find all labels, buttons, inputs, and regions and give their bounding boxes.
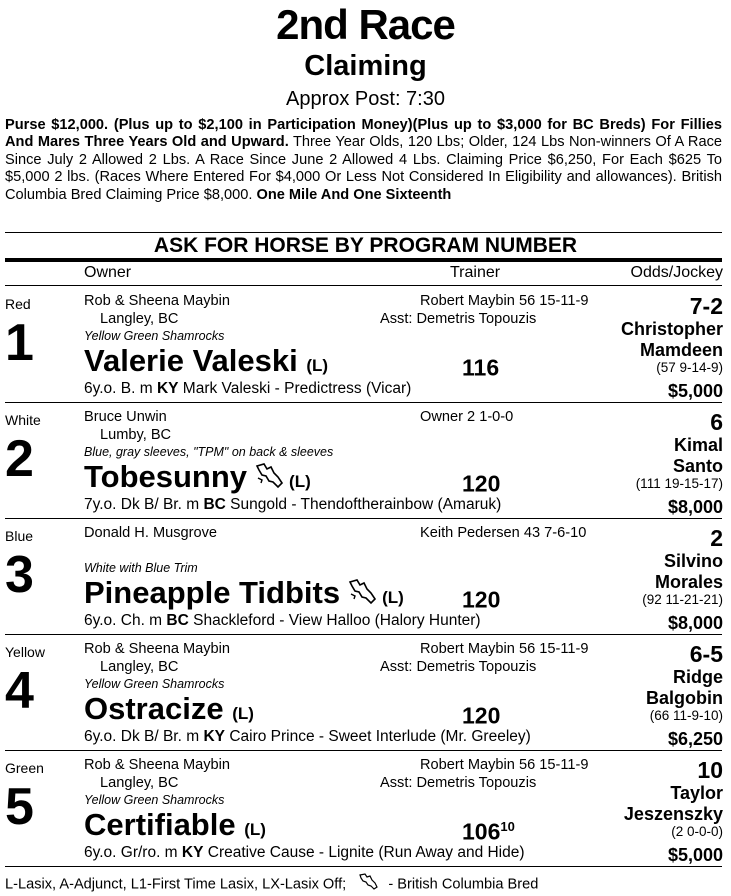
column-header-odds-jockey: Odds/Jockey: [630, 264, 723, 281]
jockey-record: (66 11-9-10): [649, 708, 723, 723]
morning-line-odds: 6: [710, 409, 723, 435]
medication: (L): [306, 356, 329, 375]
breed-state: BC: [203, 496, 226, 513]
saddle-cloth-color: Blue: [5, 528, 34, 544]
post-time: Approx Post: 7:30: [286, 88, 445, 110]
trainer-record: Robert Maybin 56 15-11-9: [420, 641, 589, 657]
trainer-record: Robert Maybin 56 15-11-9: [420, 293, 589, 309]
program-number: 5: [5, 778, 34, 836]
entry-row: [0, 519, 731, 635]
saddle-cloth-color: Green: [5, 760, 44, 776]
claiming-price: $5,000: [667, 845, 723, 865]
jockey-first-name: Ridge: [672, 667, 723, 687]
breeding: Creative Cause - Lignite (Run Away and Hide): [207, 844, 525, 861]
owner-location: Lumby, BC: [100, 427, 172, 443]
jockey-name: [646, 667, 723, 709]
legend-bc-text: - British Columbia Bred: [388, 876, 539, 893]
silks-description: Yellow Green Shamrocks: [84, 793, 225, 807]
weight-value: 120: [462, 586, 501, 613]
breeding: Shackleford - View Halloo (Halory Hunter): [193, 612, 481, 629]
entry-row: [0, 635, 731, 751]
saddle-cloth-color: Yellow: [5, 644, 45, 660]
weight-value: 120: [462, 470, 501, 497]
legend-text: L-Lasix, A-Adjunct, L1-First Time Lasix, LX-Lasix Off;: [5, 876, 347, 893]
claiming-price: $8,000: [667, 613, 723, 633]
weight-value: 116: [462, 354, 500, 381]
age-sex: 6y.o. Ch. m: [84, 612, 163, 629]
assistant-trainer: Asst: Demetris Topouzis: [380, 659, 537, 675]
jockey-name: [655, 551, 723, 593]
conditions-body: Three Year Olds, 120 Lbs; Older, 124 Lbs Non-winners Of A Race Since July 2 Allowed 2 Lbs. A Race Since June 2 Allowed 4 Lbs. Claiming Price $6,250, For Each $625 To $5,000 2 lbs. (Races Where Entered For $4,000 Or Less Not Considered In Eligibility and allowances). British Columbia Bred Claiming Price $8,000.: [5, 134, 723, 203]
ask-banner: ASK FOR HORSE BY PROGRAM NUMBER: [153, 234, 578, 257]
medication: (L): [289, 472, 311, 491]
age-sex: 7y.o. Dk B/ Br. m: [84, 496, 200, 513]
saddle-cloth-color: Red: [5, 296, 31, 312]
race-title: 2nd Race: [276, 1, 455, 48]
breed-state: KY: [181, 844, 204, 861]
column-header-trainer: Trainer: [450, 264, 501, 281]
program-number: 4: [5, 662, 34, 720]
pedigree: [84, 496, 501, 514]
program-number: 3: [5, 546, 34, 604]
breeding: Cairo Prince - Sweet Interlude (Mr. Greeley): [229, 728, 531, 745]
weight-value: 106: [462, 818, 501, 845]
medication: (L): [244, 820, 266, 839]
conditions-distance: One Mile And One Sixteenth: [256, 186, 452, 203]
morning-line-odds: 7-2: [689, 293, 723, 319]
race-conditions: [5, 117, 722, 204]
entry-row: [0, 403, 731, 519]
breed-state: KY: [156, 380, 179, 397]
breeding: Mark Valeski - Predictress (Vicar): [182, 380, 412, 397]
trainer-record: Keith Pedersen 43 7-6-10: [420, 525, 587, 541]
owner-location: Langley, BC: [100, 775, 179, 791]
owner-name: Bruce Unwin: [84, 409, 167, 425]
weight: [462, 465, 500, 498]
trainer-record: Owner 2 1-0-0: [420, 409, 514, 425]
entry-row: [0, 287, 731, 403]
owner-location: Langley, BC: [100, 311, 179, 327]
weight-allowance: 10: [500, 819, 515, 834]
divider: [5, 866, 722, 867]
horse-name: Ostracize: [84, 691, 224, 726]
jockey-first-name: Christopher: [620, 319, 723, 339]
owner-name: Rob & Sheena Maybin: [84, 757, 231, 773]
pedigree: [84, 380, 411, 398]
morning-line-odds: 2: [710, 525, 723, 551]
breed-state: KY: [203, 728, 225, 745]
jockey-last-name: Morales: [654, 572, 723, 592]
weight-value: 120: [462, 702, 501, 729]
silks-description: White with Blue Trim: [84, 561, 198, 575]
claiming-price: $8,000: [667, 497, 723, 517]
pedigree: [84, 612, 481, 630]
silks-description: Yellow Green Shamrocks: [84, 329, 225, 343]
age-sex: 6y.o. Gr/ro. m: [84, 844, 178, 861]
saddle-cloth-color: White: [5, 412, 41, 428]
horse-name: Valerie Valeski: [84, 343, 298, 378]
jockey-last-name: Balgobin: [646, 688, 723, 708]
silks-description: Blue, gray sleeves, "TPM" on back & sleeves: [84, 445, 334, 459]
owner-name: Rob & Sheena Maybin: [84, 641, 231, 657]
jockey-record: (57 9-14-9): [656, 360, 723, 375]
jockey-name: [673, 435, 723, 477]
assistant-trainer: Asst: Demetris Topouzis: [380, 311, 537, 327]
owner-name: Rob & Sheena Maybin: [84, 293, 231, 309]
divider-thick: [5, 258, 722, 262]
jockey-first-name: Silvino: [663, 551, 723, 571]
age-sex: 6y.o. B. m: [84, 380, 153, 397]
divider: [5, 285, 722, 286]
medication: (L): [232, 704, 254, 723]
column-header-owner: Owner: [84, 264, 132, 281]
weight: [462, 813, 515, 846]
conditions-purse: Purse $12,000. (Plus up to $2,100 in Participation Money)(Plus up to $3,000 for BC Breds) For Fillies And Mares Three Years Old and Upward.: [5, 117, 722, 151]
jockey-name: [624, 783, 723, 825]
breeding: Sungold - Thendoftherainbow (Amaruk): [230, 496, 502, 513]
entry-row: [0, 751, 731, 867]
jockey-record: (2 0-0-0): [671, 824, 723, 839]
age-sex: 6y.o. Dk B/ Br. m: [84, 728, 200, 745]
trainer-record: Robert Maybin 56 15-11-9: [420, 757, 589, 773]
horse-name: Pineapple Tidbits: [84, 575, 341, 610]
claiming-price: $5,000: [667, 381, 723, 401]
program-number: 1: [5, 314, 34, 372]
pedigree: [84, 728, 531, 746]
weight: [462, 697, 500, 730]
weight: [462, 349, 499, 382]
jockey-first-name: Taylor: [670, 783, 723, 803]
race-type: Claiming: [304, 50, 427, 82]
silks-description: Yellow Green Shamrocks: [84, 677, 225, 691]
jockey-last-name: Santo: [672, 456, 723, 476]
program-number: 2: [5, 430, 34, 488]
morning-line-odds: 6-5: [689, 641, 723, 667]
jockey-last-name: Mamdeen: [639, 340, 723, 360]
jockey-first-name: Kimal: [673, 435, 723, 455]
british-columbia-map-icon: [255, 459, 283, 499]
medication: (L): [382, 588, 404, 607]
jockey-record: (92 11-21-21): [642, 592, 723, 607]
jockey-record: (111 19-15-17): [635, 476, 723, 491]
owner-name: Donald H. Musgrove: [84, 525, 218, 541]
owner-location: Langley, BC: [100, 659, 179, 675]
breed-state: BC: [166, 612, 189, 629]
weight: [462, 581, 500, 614]
divider: [5, 232, 722, 233]
morning-line-odds: 10: [697, 757, 723, 783]
british-columbia-map-icon: [348, 575, 376, 615]
jockey-last-name: Jeszenszky: [623, 804, 723, 824]
jockey-name: [621, 319, 723, 361]
horse-name: Tobesunny: [84, 459, 248, 494]
assistant-trainer: Asst: Demetris Topouzis: [380, 775, 537, 791]
pedigree: [84, 844, 525, 862]
claiming-price: $6,250: [667, 729, 723, 749]
horse-name: Certifiable: [84, 807, 236, 842]
